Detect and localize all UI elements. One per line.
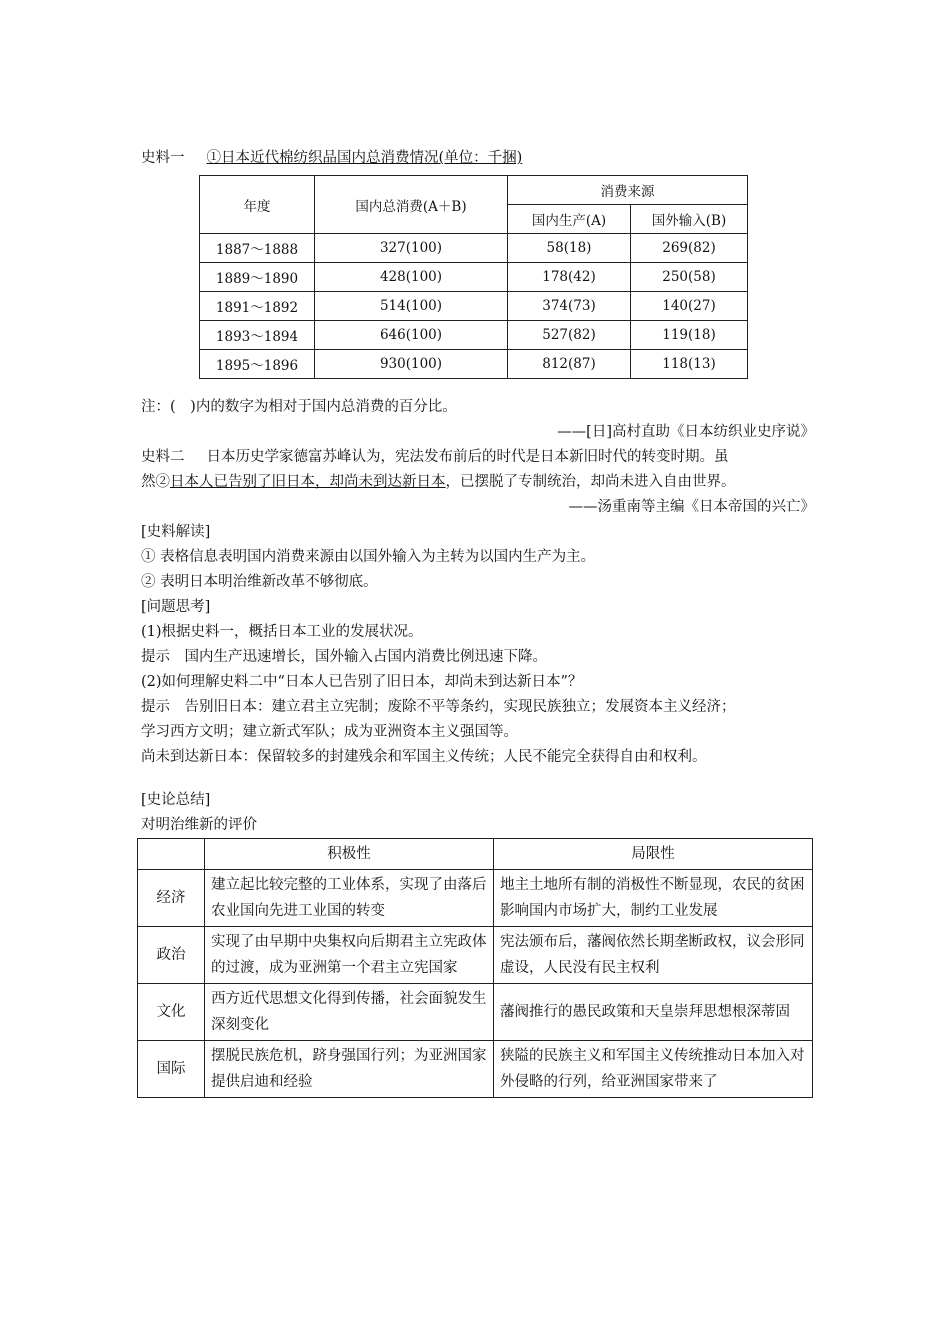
cell-total: 327(100) xyxy=(315,234,508,263)
header-positive: 积极性 xyxy=(205,839,494,870)
interpretation-item: ② 表明日本明治维新改革不够彻底。 xyxy=(141,574,378,590)
cell-field: 国际 xyxy=(138,1041,205,1098)
cell-import: 269(82) xyxy=(631,234,748,263)
header-domestic: 国内生产(A) xyxy=(508,205,631,234)
header-import: 国外输入(B) xyxy=(631,205,748,234)
interpretation-item: ① 表格信息表明国内消费来源由以国外输入为主转为以国内生产为主。 xyxy=(141,549,596,565)
answer-2-line1: 提示 告别旧日本：建立君主立宪制；废除不平等条约，实现民族独立；发展资本主义经济； xyxy=(141,699,736,715)
source1-title: ①日本近代棉纺织品国内总消费情况(单位：千捆) xyxy=(206,150,523,166)
source2-text-pre: 然② xyxy=(141,474,170,490)
cell-import: 250(58) xyxy=(631,263,748,292)
document-page xyxy=(141,146,821,1098)
cell-positive: 摆脱民族危机，跻身强国行列；为亚洲国家提供启迪和经验 xyxy=(205,1041,494,1098)
answer-2-line3: 尚未到达新日本：保留较多的封建残余和军国主义传统；人民不能完全获得自由和权利。 xyxy=(141,749,707,765)
source2-underlined: 日本人已告别了旧日本，却尚未到达新日本 xyxy=(170,474,446,490)
cell-domestic: 812(87) xyxy=(508,350,631,379)
cell-year: 1895～1896 xyxy=(200,350,315,379)
table-row xyxy=(200,263,748,292)
source1-label: 史料一 xyxy=(141,150,185,166)
cell-year: 1893～1894 xyxy=(200,321,315,350)
cell-total: 930(100) xyxy=(315,350,508,379)
header-source: 消费来源 xyxy=(508,176,748,205)
source2-citation: ——汤重南等主编《日本帝国的兴亡》 xyxy=(568,499,815,515)
table-row xyxy=(138,984,813,1041)
cell-import: 119(18) xyxy=(631,321,748,350)
cell-field: 文化 xyxy=(138,984,205,1041)
cell-import: 118(13) xyxy=(631,350,748,379)
source2-text-post: ，已摆脱了专制统治，却尚未进入自由世界。 xyxy=(445,474,736,490)
cell-limitation: 宪法颁布后，藩阀依然长期垄断政权，议会形同虚设，人民没有民主权利 xyxy=(494,927,813,984)
cell-positive: 西方近代思想文化得到传播，社会面貌发生深刻变化 xyxy=(205,984,494,1041)
cell-year: 1889～1890 xyxy=(200,263,315,292)
source2-label: 史料二 xyxy=(141,449,185,465)
questions-heading: [问题思考] xyxy=(141,599,211,615)
cell-positive: 建立起比较完整的工业体系，实现了由落后农业国向先进工业国的转变 xyxy=(205,870,494,927)
question-1: (1)根据史料一，概括日本工业的发展状况。 xyxy=(141,624,423,640)
cell-limitation: 地主土地所有制的消极性不断显现，农民的贫困影响国内市场扩大，制约工业发展 xyxy=(494,870,813,927)
summary-subtitle: 对明治维新的评价 xyxy=(141,817,257,833)
summary-heading: [史论总结] xyxy=(141,792,211,808)
table-row xyxy=(138,870,813,927)
cell-total: 514(100) xyxy=(315,292,508,321)
cell-limitation: 狭隘的民族主义和军国主义传统推动日本加入对外侵略的行列，给亚洲国家带来了 xyxy=(494,1041,813,1098)
header-total: 国内总消费(A＋B) xyxy=(315,176,508,234)
cell-domestic: 374(73) xyxy=(508,292,631,321)
answer-2-line2: 学习西方文明；建立新式军队；成为亚洲资本主义强国等。 xyxy=(141,724,518,740)
cell-total: 646(100) xyxy=(315,321,508,350)
cell-year: 1887～1888 xyxy=(200,234,315,263)
cell-year: 1891～1892 xyxy=(200,292,315,321)
cell-positive: 实现了由早期中央集权向后期君主立宪政体的过渡，成为亚洲第一个君主立宪国家 xyxy=(205,927,494,984)
cell-domestic: 527(82) xyxy=(508,321,631,350)
table-row xyxy=(138,1041,813,1098)
table-row xyxy=(200,350,748,379)
consumption-table xyxy=(199,175,748,379)
source1-citation: ——[日]高村直助《日本纺织业史序说》 xyxy=(557,424,815,440)
table-row xyxy=(200,292,748,321)
cell-domestic: 178(42) xyxy=(508,263,631,292)
cell-limitation: 藩阀推行的愚民政策和天皇崇拜思想根深蒂固 xyxy=(494,984,813,1041)
cell-domestic: 58(18) xyxy=(508,234,631,263)
cell-field: 经济 xyxy=(138,870,205,927)
table-row xyxy=(200,321,748,350)
cell-total: 428(100) xyxy=(315,263,508,292)
cell-field: 政治 xyxy=(138,927,205,984)
evaluation-table xyxy=(137,838,813,1098)
question-2: (2)如何理解史料二中“日本人已告别了旧日本，却尚未到达新日本”？ xyxy=(141,674,583,690)
interpretation-heading: [史料解读] xyxy=(141,524,211,540)
header-year: 年度 xyxy=(200,176,315,234)
source2-line1 xyxy=(141,445,821,470)
source2-text: 日本历史学家德富苏峰认为，宪法发布前后的时代是日本新旧时代的转变时期。虽 xyxy=(206,449,729,465)
table-row xyxy=(138,927,813,984)
source1-title-line xyxy=(141,146,821,171)
answer-1: 提示 国内生产迅速增长，国外输入占国内消费比例迅速下降。 xyxy=(141,649,547,665)
table-note: 注：( )内的数字为相对于国内总消费的百分比。 xyxy=(141,399,457,415)
table-row xyxy=(200,234,748,263)
header-limitation: 局限性 xyxy=(494,839,813,870)
source2-line2 xyxy=(141,470,821,495)
cell-import: 140(27) xyxy=(631,292,748,321)
header-blank xyxy=(138,839,205,870)
